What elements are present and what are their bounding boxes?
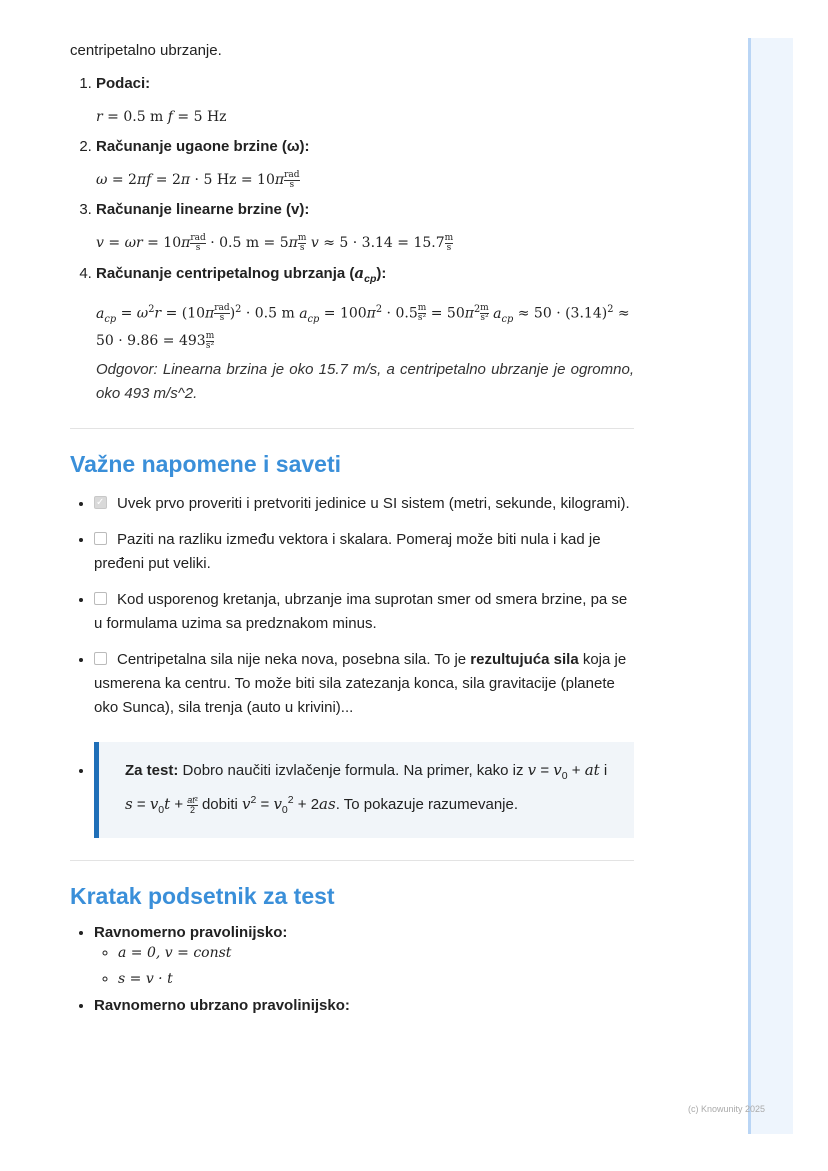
step-title: Računanje centripetalnog ubrzanja $(a_{cp})$: (96, 264, 387, 285)
step-title: Računanje linearne brzine (v): (96, 201, 310, 218)
tip-item: ✓• Uvek prvo proveriti i pretvoriti jedinice u SI sistem (metri, sekunde, kilogrami). (94, 492, 634, 516)
math-line: $a_{cp} = \omega^2r = (10\pi$ $\frac{\text{rad}}{s})^2 \cdot 0.5$ m $a_{cp} = 100\pi^2 \cdot 0.5$ $\frac{m}{\text{s²}} = 50\pi^2$ $\frac{m}{\text{s²}} a_{cp} \approx 50 \cdot (3.14)^2 \approx 50 \cdot 9.86 = 493$ $\frac{m}{\text{s²}}$ (96, 303, 630, 351)
formula-item: ◦ a = 0, v = const (118, 945, 634, 961)
reminder-list (70, 924, 634, 1014)
divider (70, 860, 634, 861)
reminder-item: • Ravnomerno ubrzano pravolinijsko: (94, 997, 634, 1014)
answer-text: Odgovor: Linearna brzina je oko 15.7 m/s, a centripetalno ubrzanje je ogromno, oko 493 m/s^2. (96, 361, 634, 403)
step-item (96, 138, 634, 191)
tip-item (94, 742, 634, 838)
step-item (96, 264, 634, 406)
step-item (96, 201, 634, 254)
step-title: Podaci: (96, 75, 151, 92)
divider (70, 428, 634, 429)
side-panel (748, 38, 793, 1134)
math-line: v = ωr = 10π $\frac{\text{rad}}{s} \cdot 0.5$ m = 5π $\frac{m}{s}$ v ≈ 5 · 3.14 = 15.7 $\frac{m}{s}$ (96, 232, 454, 253)
reminder-sublist (94, 945, 634, 987)
checkbox[interactable] (94, 592, 107, 605)
formula-item: ◦ s = v · t (118, 971, 634, 987)
checkbox[interactable] (94, 532, 107, 545)
test-callout: • Za test: Dobro naučiti izvlačenje formula. Na primer, kako iz $v = v_0$ + at i $s = v_0t$ + $\frac{\text{at²}}{2}$ dobiti $v^2 = v_0^2 + 2as$. To pokazuje razumevanje. (94, 742, 634, 838)
checkbox[interactable] (94, 496, 107, 509)
tips-list (70, 492, 634, 838)
section-title: Kratak podsetnik za test (70, 883, 335, 910)
tip-item: • Centripetalna sila nije neka nova, posebna sila. To je rezultujuća sila koja je usmerena ka centru. To može biti sila zatezanja konca, sila gravitacije (planete oko Sunca), sila trenja (auto u krivini)... (94, 648, 634, 720)
intro-text: centripetalno ubrzanje. (70, 42, 222, 59)
step-title: Računanje ugaone brzine (ω): (96, 138, 310, 155)
checkbox[interactable] (94, 652, 107, 665)
math-line: r = 0.5 m f = 5 Hz (96, 109, 227, 125)
section-title: Važne napomene i saveti (70, 451, 342, 478)
document-content (70, 38, 634, 1024)
step-item (96, 75, 634, 128)
tip-item: • Kod usporenog kretanja, ubrzanje ima suprotan smer od smera brzine, pa se u formulama uzima sa predznakom minus. (94, 588, 634, 636)
math-line: ω = 2πf = 2π · 5 Hz = 10π $\frac{\text{rad}}{s}$ (96, 169, 300, 190)
footer-copyright: (c) Knowunity 2025 (688, 1104, 766, 1114)
solution-steps (70, 75, 634, 406)
tip-item: • Paziti na razliku između vektora i skalara. Pomeraj može biti nula i kad je pređeni put veliki. (94, 528, 634, 576)
reminder-item: • Ravnomerno pravolinijsko: ◦ a = 0, v = const ◦ s = v · t (94, 924, 634, 987)
